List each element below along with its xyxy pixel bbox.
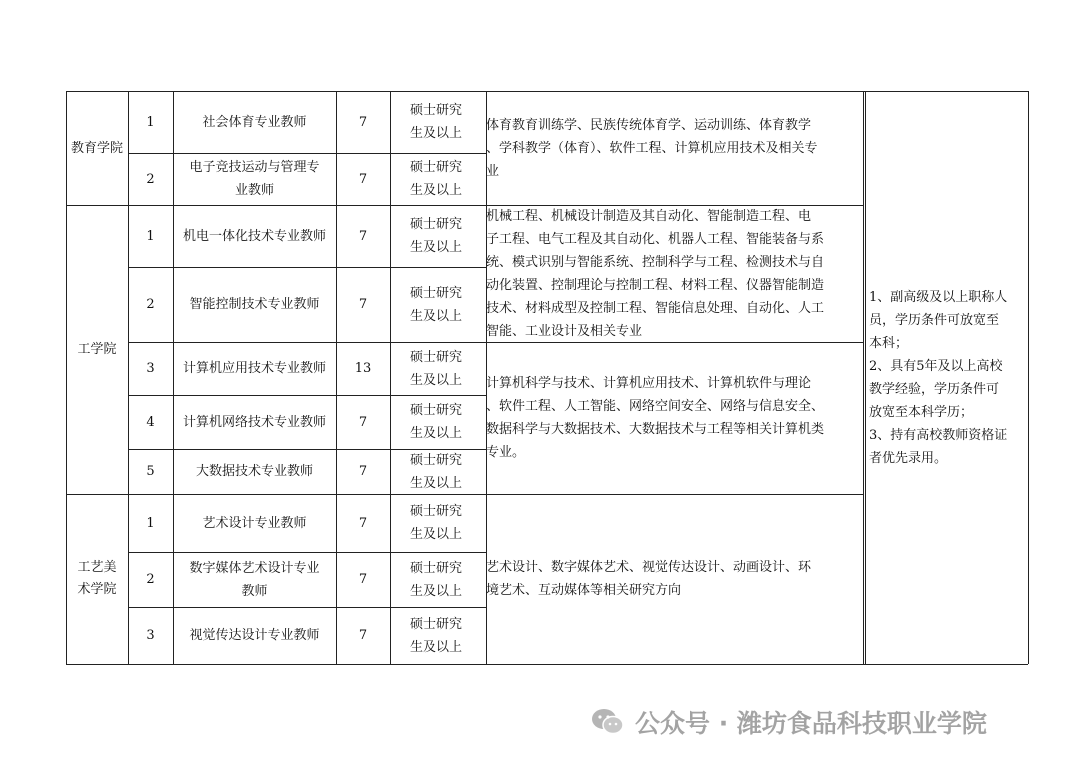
education-cell <box>390 449 486 494</box>
majors-cell <box>486 494 863 664</box>
seq-no: 4 <box>146 414 155 430</box>
position-title: 大数据技术专业教师 <box>195 464 313 479</box>
education-requirement: 硕士研究生及以上 <box>410 504 463 542</box>
seq-no-cell <box>128 267 173 342</box>
requirement-line: 教学经验，学历条件可 <box>869 381 1000 397</box>
table-rule <box>128 449 486 450</box>
headcount-cell <box>336 552 390 607</box>
table-rule <box>128 342 486 343</box>
requirement-line: 者优先录用。 <box>869 450 948 466</box>
table-rule <box>128 552 486 553</box>
education-requirement: 硕士研究生及以上 <box>410 560 463 599</box>
majors-line: 技术、材料成型及控制工程、智能信息处理、自动化、人工 <box>486 300 825 316</box>
seq-no-cell <box>128 342 173 395</box>
education-cell <box>390 153 486 205</box>
position-title: 社会体育专业教师 <box>202 114 307 130</box>
position-title-cell <box>173 205 336 267</box>
majors-cell <box>486 342 863 494</box>
table-rule <box>66 494 486 495</box>
education-cell <box>390 342 486 395</box>
education-requirement: 硕士研究生及以上 <box>410 349 463 388</box>
requirement-line: 员，学历条件可放宽至 <box>869 312 1000 328</box>
majors-cell <box>486 205 863 342</box>
majors-line: 体育教育训练学、民族传统体育学、运动训练、体育教学 <box>486 117 812 133</box>
position-title-cell <box>173 267 336 342</box>
position-title-cell <box>173 153 336 205</box>
requirement-line: 2、具有5年及以上高校 <box>869 358 1003 374</box>
recruitment-table <box>66 91 1028 664</box>
education-requirement: 硕士研究生及以上 <box>410 616 463 655</box>
table-rule <box>66 664 1028 665</box>
seq-no: 1 <box>146 228 155 244</box>
seq-no-cell <box>128 607 173 664</box>
majors-line: 、学科教学（体育）、软件工程、计算机应用技术及相关专 <box>486 140 818 156</box>
seq-no-cell <box>128 494 173 552</box>
seq-no: 2 <box>146 572 155 587</box>
education-requirement: 硕士研究生及以上 <box>410 160 463 198</box>
table-rule <box>863 91 864 664</box>
majors-line: 专业。 <box>486 445 526 460</box>
table-rule <box>865 91 866 664</box>
headcount-cell <box>336 205 390 267</box>
education-cell <box>390 205 486 267</box>
education-cell <box>390 607 486 664</box>
seq-no-cell <box>128 91 173 153</box>
wechat-icon <box>591 707 625 737</box>
majors-line: 智能、工业设计及相关专业 <box>486 323 643 339</box>
seq-no: 2 <box>146 297 155 312</box>
position-title-cell <box>173 91 336 153</box>
education-cell <box>390 395 486 449</box>
position-title: 数字媒体艺术设计专业教师 <box>189 560 320 599</box>
majors-line: 、软件工程、人工智能、网络空间安全、网络与信息安全、 <box>486 399 825 414</box>
seq-no: 1 <box>146 515 155 531</box>
headcount-cell <box>336 607 390 664</box>
requirement-line: 放宽至本科学历； <box>869 404 974 420</box>
table-rule <box>486 205 863 206</box>
position-title-cell <box>173 552 336 607</box>
table-rule <box>486 91 487 664</box>
majors-line: 动化装置、控制理论与控制工程、材料工程、仪器智能制造 <box>486 277 825 293</box>
requirement-line: 1、副高级及以上职称人 <box>869 289 1008 305</box>
seq-no-cell <box>128 153 173 205</box>
seq-no: 2 <box>146 171 155 187</box>
table-rule <box>128 91 129 664</box>
table-rule <box>128 153 486 154</box>
education-requirement: 硕士研究生及以上 <box>410 217 463 255</box>
seq-no-cell <box>128 205 173 267</box>
education-requirement: 硕士研究生及以上 <box>410 285 463 324</box>
headcount: 7 <box>358 464 368 479</box>
college-name: 工学院 <box>77 342 117 357</box>
position-title: 艺术设计专业教师 <box>202 515 307 531</box>
headcount: 7 <box>358 414 368 430</box>
seq-no-cell <box>128 449 173 494</box>
headcount-cell <box>336 267 390 342</box>
seq-no-cell <box>128 395 173 449</box>
table-rule <box>390 91 391 664</box>
majors-line: 子工程、电气工程及其自动化、机器人工程、智能装备与系 <box>486 231 825 247</box>
headcount: 7 <box>358 171 368 187</box>
majors-line: 统、模式识别与智能系统、控制科学与工程、检测技术与自 <box>486 254 825 270</box>
position-title: 视觉传达设计专业教师 <box>189 628 320 643</box>
college-name-cell <box>66 205 128 494</box>
education-requirement: 硕士研究生及以上 <box>410 452 463 491</box>
table-rule <box>128 395 486 396</box>
majors-cell <box>486 91 863 205</box>
requirement-line: 本科； <box>869 335 909 351</box>
table-rule <box>66 205 486 206</box>
requirements-cell <box>863 91 1028 664</box>
headcount: 7 <box>358 228 368 244</box>
position-title-cell <box>173 449 336 494</box>
college-name-cell <box>66 494 128 664</box>
headcount-cell <box>336 153 390 205</box>
position-title-cell <box>173 607 336 664</box>
majors-line: 计算机科学与技术、计算机应用技术、计算机软件与理论 <box>486 376 812 391</box>
position-title-cell <box>173 342 336 395</box>
college-name-cell <box>66 91 128 205</box>
headcount-cell <box>336 494 390 552</box>
table-rule <box>486 494 863 495</box>
position-title: 计算机应用技术专业教师 <box>182 361 326 376</box>
majors-line: 数据科学与大数据技术、大数据技术与工程等相关计算机类 <box>486 422 825 437</box>
headcount-cell <box>336 395 390 449</box>
headcount: 13 <box>354 361 372 376</box>
majors-line: 机械工程、机械设计制造及其自动化、智能制造工程、电 <box>486 208 812 224</box>
watermark-text: 公众号 · 潍坊食品科技职业学院 <box>635 709 987 738</box>
seq-no-cell <box>128 552 173 607</box>
position-title: 智能控制技术专业教师 <box>189 297 320 312</box>
headcount-cell <box>336 91 390 153</box>
seq-no: 3 <box>146 361 155 376</box>
headcount: 7 <box>358 628 368 643</box>
position-title-cell <box>173 494 336 552</box>
education-cell <box>390 91 486 153</box>
seq-no: 3 <box>146 628 155 643</box>
headcount: 7 <box>358 515 368 531</box>
seq-no: 5 <box>146 464 155 479</box>
headcount: 7 <box>358 297 368 312</box>
table-rule <box>66 91 67 664</box>
position-title: 电子竞技运动与管理专业教师 <box>189 160 320 198</box>
majors-line: 艺术设计、数字媒体艺术、视觉传达设计、动画设计、环 <box>486 560 812 575</box>
college-name: 工艺美术学院 <box>77 560 117 597</box>
education-cell <box>390 267 486 342</box>
education-cell <box>390 552 486 607</box>
watermark <box>591 704 987 740</box>
majors-line: 境艺术、互动媒体等相关研究方向 <box>486 583 682 598</box>
position-title: 计算机网络技术专业教师 <box>182 414 326 430</box>
headcount-cell <box>336 342 390 395</box>
table-rule <box>1028 91 1029 664</box>
headcount: 7 <box>358 572 368 587</box>
table-rule <box>66 91 1028 92</box>
seq-no: 1 <box>146 114 155 130</box>
majors-line: 业 <box>486 163 500 179</box>
table-rule <box>486 342 863 343</box>
college-name: 教育学院 <box>70 140 123 156</box>
education-requirement: 硕士研究生及以上 <box>410 103 463 141</box>
position-title-cell <box>173 395 336 449</box>
education-requirement: 硕士研究生及以上 <box>410 403 463 441</box>
position-title: 机电一体化技术专业教师 <box>182 228 326 244</box>
headcount-cell <box>336 449 390 494</box>
table-rule <box>336 91 337 664</box>
table-rule <box>173 91 174 664</box>
table-rule <box>128 607 486 608</box>
table-rule <box>128 267 486 268</box>
education-cell <box>390 494 486 552</box>
headcount: 7 <box>358 114 368 130</box>
requirement-line: 3、持有高校教师资格证 <box>869 427 1008 443</box>
